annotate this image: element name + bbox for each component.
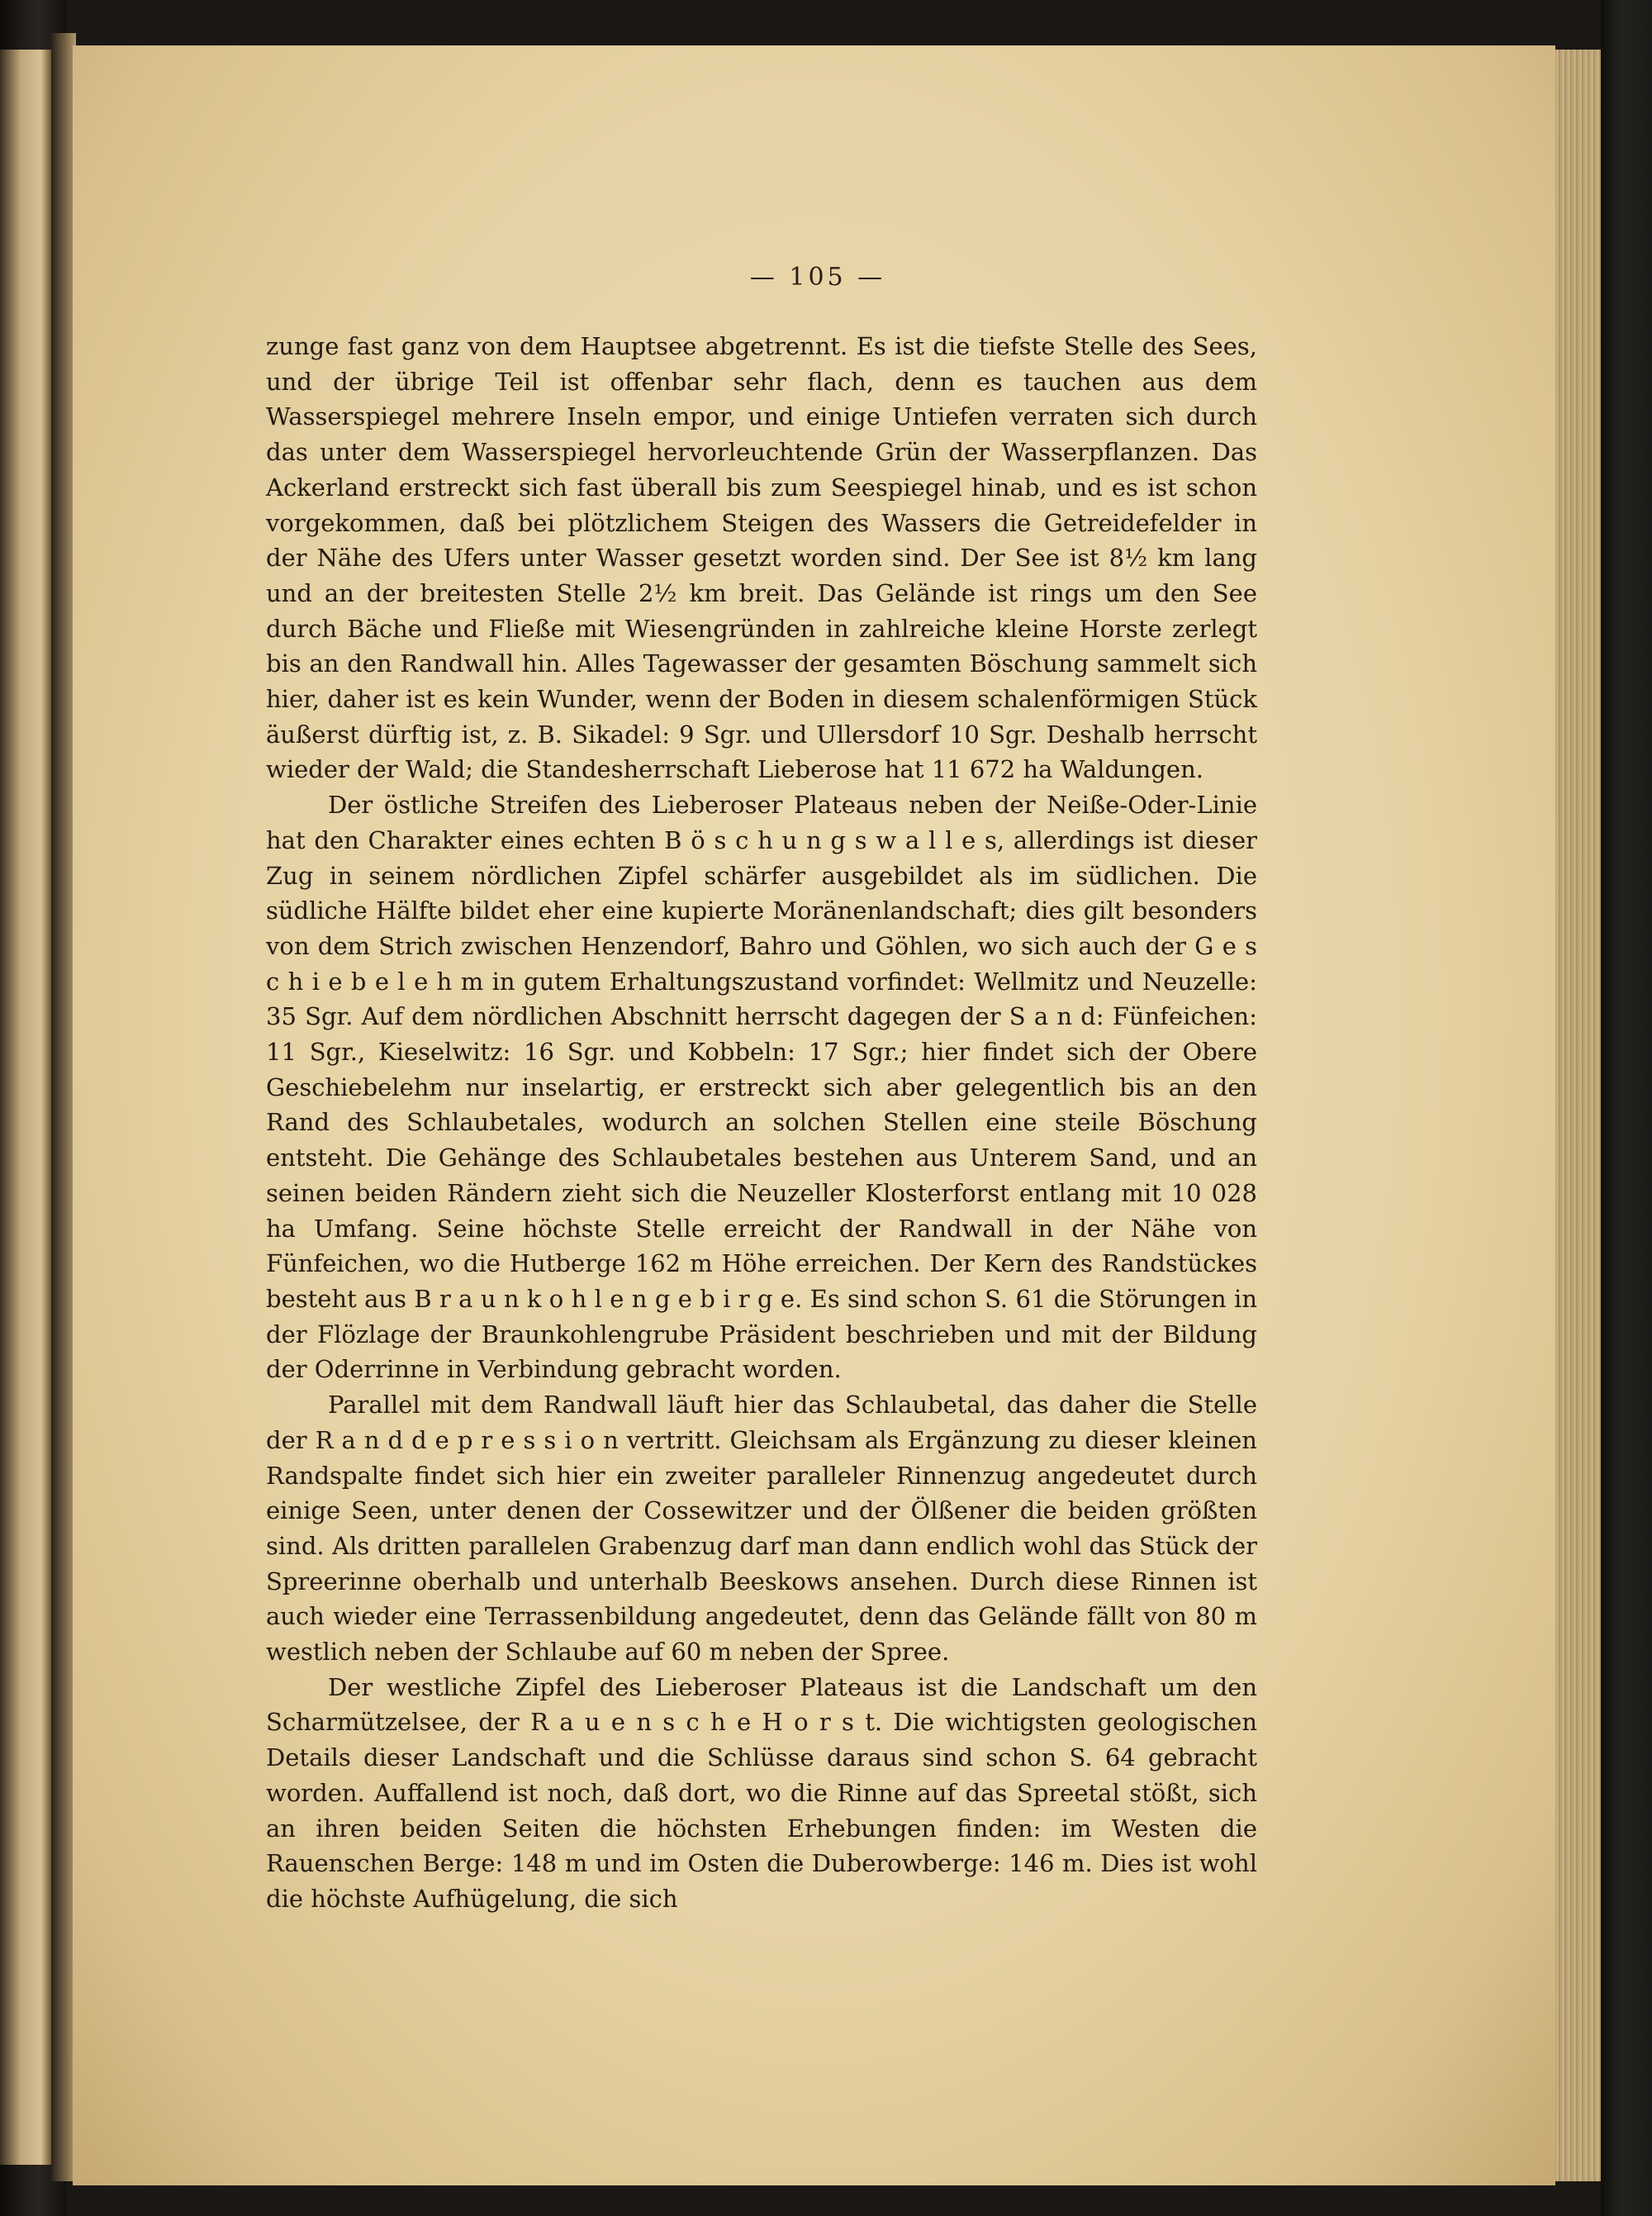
page-stack-edges [1555,50,1601,2181]
body-text [266,329,1257,1917]
previous-page-edge [0,50,51,2165]
paragraph: zunge fast ganz von dem Hauptsee abgetrennt. Es ist die tiefste Stelle des Sees, und der übrige Teil ist offenbar sehr flach, denn es tauchen aus dem Wasserspiegel mehrere Inseln empor, und einige Untiefen verraten sich durch das unter dem Wasserspiegel hervorleuchtende Grün der Wasserpflanzen. Das Ackerland erstreckt sich fast überall bis zum Seespiegel hinab, und es ist schon vorgekommen, daß bei plötzlichem Steigen des Wassers die Getreidefelder in der Nähe des Ufers unter Wasser gesetzt worden sind. Der See ist 8½ km lang und an der breitesten Stelle 2½ km breit. Das Gelände ist rings um den See durch Bäche und Fließe mit Wiesengründen in zahlreiche kleine Horste zerlegt bis an den Randwall hin. Alles Tagewasser der gesamten Böschung sammelt sich hier, daher ist es kein Wunder, wenn der Boden in diesem schalenförmigen Stück äußerst dürftig ist, z. B. Sikadel: 9 Sgr. und Ullersdorf 10 Sgr. Deshalb herrscht wieder der Wald; die Standesherrschaft Lieberose hat 11 672 ha Waldungen. [266,332,1257,784]
paragraph: Der östliche Streifen des Lieberoser Plateaus neben der Neiße-Oder-Linie hat den Charakter eines echten B ö s c h u n g s w a l l e s, allerdings ist dieser Zug in seinem nördlichen Zipfel schärfer ausgebildet als im südlichen. Die südliche Hälfte bildet eher eine kupierte Moränenlandschaft; dies gilt besonders von dem Strich zwischen Henzendorf, Bahro und Göhlen, wo sich auch der G e s c h i e b e l e h m in gutem Erhaltungszustand vorfindet: Wellmitz und Neuzelle: 35 Sgr. Auf dem nördlichen Abschnitt herrscht dagegen der S a n d: Fünfeichen: 11 Sgr., Kieselwitz: 16 Sgr. und Kobbeln: 17 Sgr.; hier findet sich der Obere Geschiebelehm nur inselartig, er erstreckt sich aber gelegentlich bis an den Rand des Schlaubetales, wodurch an solchen Stellen eine steile Böschung entsteht. Die Gehänge des Schlaubetales bestehen aus Unterem Sand, und an seinen beiden Rändern zieht sich die Neuzeller Klosterforst entlang mit 10 028 ha Umfang. Seine höchste Stelle erreicht der Randwall in der Nähe von Fünfeichen, wo die Hutberge 162 m Höhe erreichen. Der Kern des Randstückes besteht aus B r a u n k o h l e n g e b i r g e. Es sind schon S. 61 die Störungen in der Flözlage der Braunkohlengrube Präsident beschrieben und mit der Bildung der Oderrinne in Verbindung gebracht worden. [266,791,1257,1384]
page-number: — 105 — [749,263,886,292]
paragraph: Der westliche Zipfel des Lieberoser Plateaus ist die Landschaft um den Scharmützelsee, der R a u e n s c h e H o r s t. Die wichtigsten geologischen Details dieser Landschaft und die Schlüsse daraus sind schon S. 64 gebracht worden. Auffallend ist noch, daß dort, wo die Rinne auf das Spreetal stößt, sich an ihren beiden Seiten die höchsten Erhebungen finden: im Westen die Rauenschen Berge: 148 m und im Osten die Duberowberge: 146 m. Dies ist wohl die höchste Aufhügelung, die sich [266,1672,1257,1913]
paragraph: Parallel mit dem Randwall läuft hier das Schlaubetal, das daher die Stelle der R a n d d e p r e s s i o n vertritt. Gleichsam als Ergänzung zu dieser kleinen Randspalte findet sich hier ein zweiter paralleler Rinnenzug angedeutet durch einige Seen, unter denen der Cossewitzer und der Ölßener die beiden größten sind. Als dritten parallelen Grabenzug darf man dann endlich wohl das Stück der Spreerinne oberhalb und unterhalb Beeskows ansehen. Durch diese Rinnen ist auch wieder eine Terrassenbildung angedeutet, denn das Gelände fällt von 80 m westlich neben der Schlaube auf 60 m neben der Spree. [266,1391,1257,1667]
book-cover-right [1601,0,1652,2216]
